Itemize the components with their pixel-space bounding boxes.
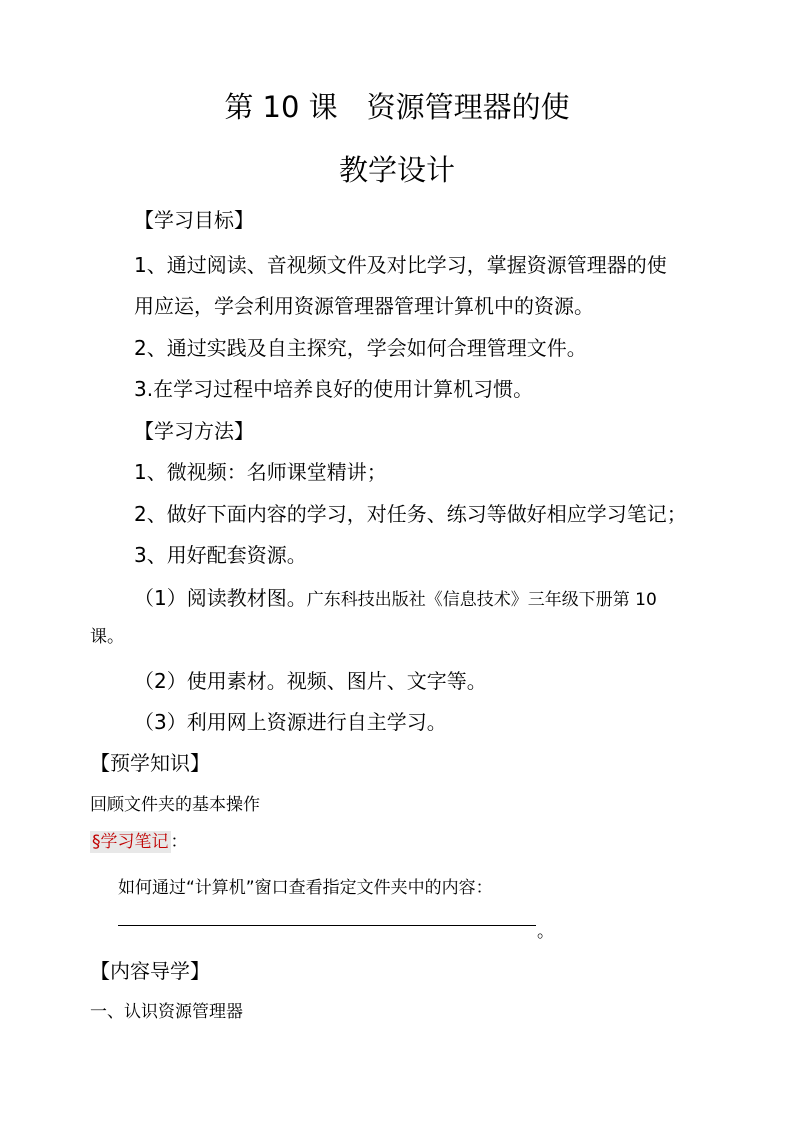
objective-2: 2、通过实践及自主探究，学会如何合理管理文件。 xyxy=(134,336,587,360)
method-sub-3: （3）利用网上资源进行自主学习。 xyxy=(134,710,447,734)
method-2: 2、做好下面内容的学习，对任务、练习等做好相应学习笔记； xyxy=(134,502,687,526)
answer-blank-line xyxy=(118,925,536,926)
method-3: 3、用好配套资源。 xyxy=(134,543,307,567)
objective-1-line-2: 用应运，学会利用资源管理器管理计算机中的资源。 xyxy=(134,294,594,318)
method-sub-1-continued: 课。 xyxy=(90,627,124,647)
title-line-2: 教学设计 xyxy=(338,153,455,187)
objectives-heading: 【学习目标】 xyxy=(134,208,254,232)
method-sub-1-lead: （1）阅读教材图。 xyxy=(134,586,307,610)
method-sub-2: （2）使用素材。视频、图片、文字等。 xyxy=(134,669,487,693)
study-notes-label: §学习笔记 xyxy=(92,832,169,852)
objective-3: 3.在学习过程中培养良好的使用计算机习惯。 xyxy=(134,377,534,401)
study-notes xyxy=(90,832,188,852)
section-1-title: 一、认识资源管理器 xyxy=(90,1002,243,1022)
prior-knowledge-heading: 【预学知识】 xyxy=(90,751,210,775)
answer-end-mark: 。 xyxy=(537,922,554,942)
prior-knowledge-text: 回顾文件夹的基本操作 xyxy=(90,795,260,815)
method-1: 1、微视频：名师课堂精讲； xyxy=(134,460,387,484)
study-notes-colon: ： xyxy=(170,832,188,852)
objective-1-line-1: 1、通过阅读、音视频文件及对比学习，掌握资源管理器的使 xyxy=(134,253,667,277)
methods-heading: 【学习方法】 xyxy=(134,419,254,443)
method-sub-1 xyxy=(134,586,657,610)
method-sub-1-rest: 广东科技出版社《信息技术》三年级下册第 10 xyxy=(306,590,657,610)
content-guide-heading: 【内容导学】 xyxy=(90,959,210,983)
title-line-1: 第 10 课 资源管理器的使 xyxy=(224,90,570,124)
notes-question: 如何通过“计算机”窗口查看指定文件夹中的内容： xyxy=(118,878,493,898)
